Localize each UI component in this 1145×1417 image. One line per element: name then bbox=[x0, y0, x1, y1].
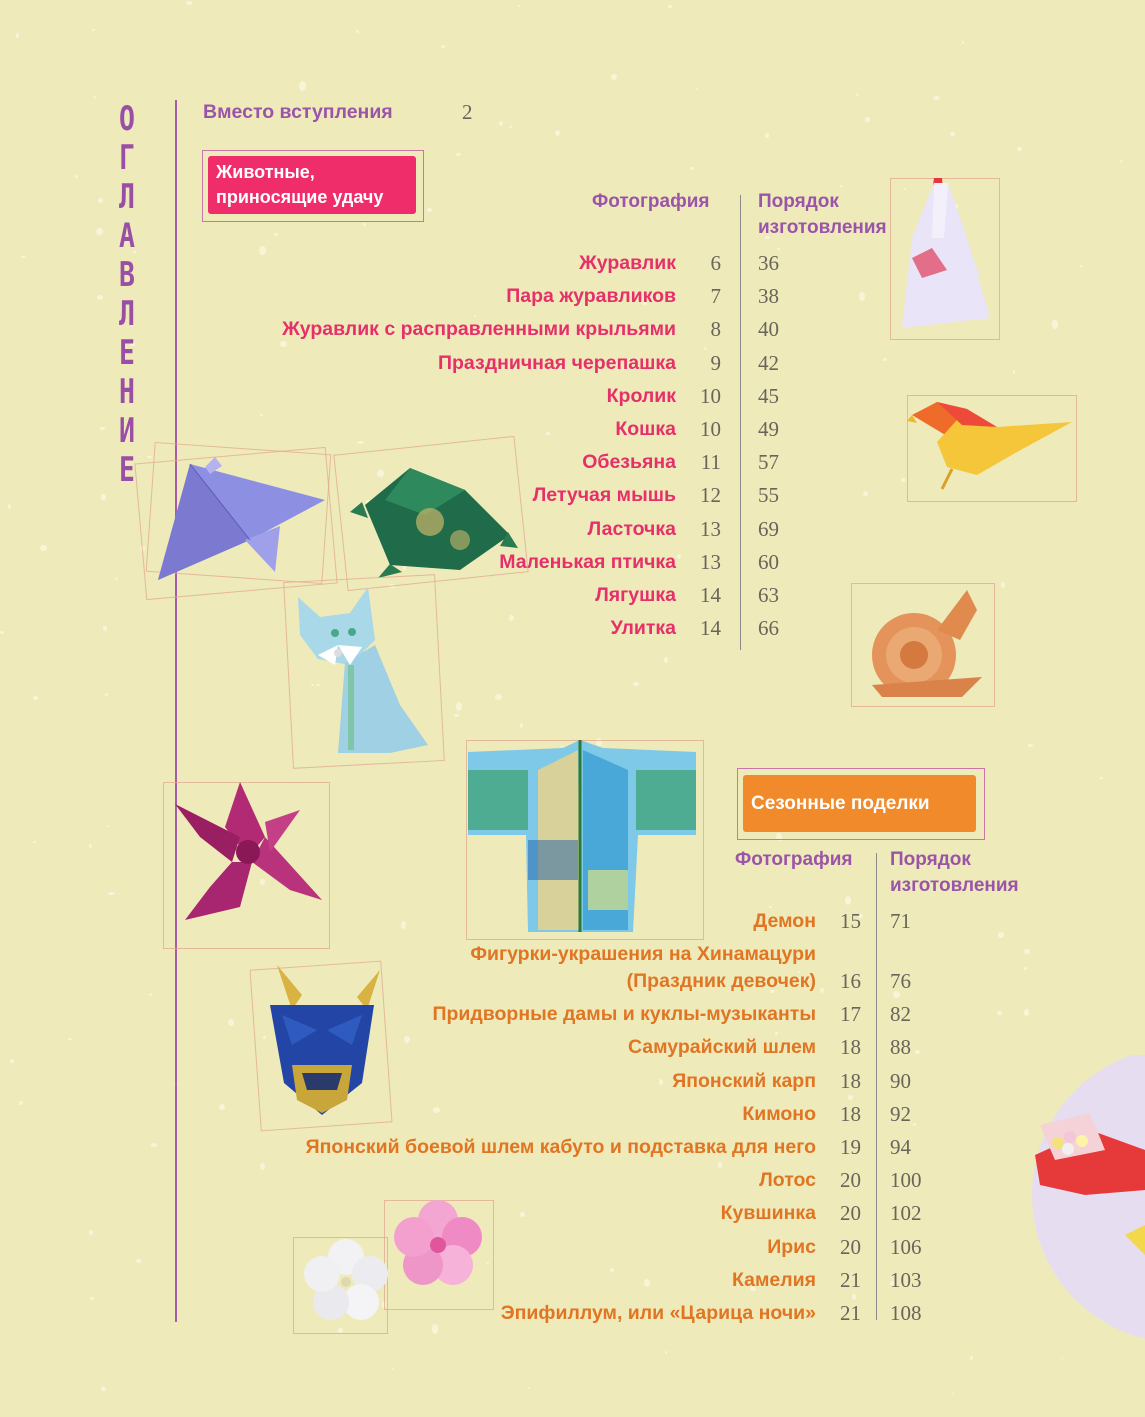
order-page-number: 49 bbox=[758, 417, 779, 441]
toc-entry[interactable]: Ирис bbox=[767, 1236, 816, 1258]
order-page-number: 57 bbox=[758, 450, 779, 475]
paper-speck bbox=[659, 1079, 664, 1085]
paper-speck bbox=[75, 175, 78, 178]
intro-label[interactable]: Вместо вступления bbox=[203, 101, 393, 123]
title-letter: Г bbox=[119, 138, 135, 178]
photo-page-number: 13 bbox=[700, 516, 721, 541]
order-page-number: 100 bbox=[890, 1168, 922, 1192]
photo-page-number: 18 bbox=[840, 1102, 861, 1126]
paper-speck bbox=[769, 906, 771, 908]
paper-speck bbox=[96, 228, 102, 235]
photo-page-number: 13 bbox=[700, 549, 721, 574]
toc-entry[interactable]: Самурайский шлем bbox=[627, 1036, 816, 1058]
title-letter: Е bbox=[119, 333, 135, 373]
paper-speck bbox=[1080, 265, 1083, 267]
paper-speck bbox=[1099, 777, 1103, 779]
paper-speck bbox=[509, 126, 512, 128]
toc-entry[interactable]: Камелия bbox=[731, 1269, 816, 1291]
paper-speck bbox=[89, 1230, 93, 1234]
paper-speck bbox=[149, 993, 152, 997]
title-letter: Л bbox=[119, 294, 135, 334]
intro-page: 2 bbox=[462, 100, 473, 124]
photo-page-number: 14 bbox=[700, 583, 721, 607]
paper-speck bbox=[1024, 949, 1029, 954]
paper-speck bbox=[951, 1393, 954, 1394]
photo-page-number: 10 bbox=[700, 417, 721, 441]
photo-page-number: 8 bbox=[710, 317, 721, 342]
photo-page-number: 15 bbox=[840, 909, 861, 933]
paper-speck bbox=[40, 545, 47, 552]
paper-speck bbox=[90, 1297, 94, 1300]
order-page-number: 102 bbox=[890, 1201, 922, 1225]
paper-speck bbox=[499, 121, 503, 127]
toc-entry[interactable]: Обезьяна bbox=[582, 451, 676, 474]
paper-speck bbox=[1013, 370, 1016, 373]
section1-badge bbox=[208, 156, 416, 214]
toc-entry[interactable]: Японский боевой шлем кабуто и подставка для него bbox=[305, 1136, 816, 1158]
toc-entry[interactable]: Летучая мышь bbox=[532, 484, 676, 507]
paper-speck bbox=[404, 1036, 410, 1044]
toc-entry-line2[interactable]: (Праздник девочек) bbox=[626, 970, 816, 992]
toc-entry[interactable]: Праздничная черепашка bbox=[438, 351, 676, 374]
section1-title: Животные, приносящие удачу bbox=[216, 162, 384, 207]
paper-speck bbox=[427, 208, 431, 212]
paper-speck bbox=[33, 841, 36, 843]
section2-badge bbox=[743, 775, 976, 832]
toc-entry[interactable]: Лотос bbox=[759, 1169, 816, 1191]
paper-speck bbox=[528, 1387, 530, 1389]
order-page-number: 92 bbox=[890, 1102, 911, 1126]
toc-entry[interactable]: Придворные дамы и куклы-музыканты bbox=[432, 1003, 816, 1025]
kimono-photo bbox=[468, 740, 698, 935]
paper-speck bbox=[848, 1095, 853, 1100]
paper-speck bbox=[98, 198, 103, 202]
paper-speck bbox=[518, 5, 520, 7]
paper-speck bbox=[101, 1387, 106, 1392]
toc-entry[interactable]: Кимоно bbox=[742, 1103, 816, 1125]
photo-page-number: 18 bbox=[840, 1035, 861, 1059]
paper-speck bbox=[103, 626, 107, 630]
order-page-number: 76 bbox=[890, 969, 911, 993]
paper-speck bbox=[509, 615, 513, 621]
candy-box-photo bbox=[1030, 1055, 1145, 1347]
paper-speck bbox=[520, 1212, 525, 1217]
paper-speck bbox=[136, 1259, 141, 1263]
photo-page-number: 20 bbox=[840, 1168, 861, 1192]
paper-speck bbox=[433, 1107, 439, 1113]
toc-entry[interactable]: Журавлик с расправленными крыльями bbox=[282, 318, 676, 341]
order-page-number: 63 bbox=[758, 583, 779, 607]
paper-speck bbox=[401, 921, 407, 929]
paper-speck bbox=[441, 45, 445, 48]
paper-speck bbox=[274, 233, 278, 236]
photo-page-number: 18 bbox=[840, 1069, 861, 1093]
toc-entry[interactable]: Эпифиллум, или «Царица ночи» bbox=[500, 1302, 816, 1324]
section1-photo-header: Фотография bbox=[592, 191, 710, 212]
paper-speck bbox=[105, 693, 108, 696]
paper-speck bbox=[718, 1161, 723, 1168]
photo-page-number: 7 bbox=[710, 284, 721, 309]
paper-speck bbox=[704, 347, 706, 350]
paper-speck bbox=[357, 441, 364, 444]
toc-entry[interactable]: Пара журавликов bbox=[506, 285, 676, 308]
paper-speck bbox=[107, 825, 109, 827]
photo-page-number: 21 bbox=[840, 1268, 861, 1292]
paper-speck bbox=[690, 167, 693, 170]
title-letter: Л bbox=[119, 177, 135, 217]
section2-title: Сезонные поделки bbox=[751, 793, 930, 814]
paper-speck bbox=[108, 892, 115, 895]
order-page-number: 55 bbox=[758, 483, 779, 508]
toc-entry[interactable]: Демон bbox=[753, 910, 816, 932]
paper-speck bbox=[775, 1032, 778, 1035]
paper-speck bbox=[998, 932, 1005, 937]
paper-speck bbox=[1001, 582, 1005, 588]
paper-speck bbox=[456, 153, 461, 156]
paper-speck bbox=[665, 1351, 668, 1354]
paper-speck bbox=[0, 631, 4, 634]
paper-speck bbox=[840, 185, 843, 187]
paper-speck bbox=[970, 1356, 973, 1360]
paper-speck bbox=[219, 1104, 224, 1110]
order-page-number: 69 bbox=[758, 516, 779, 541]
photo-page-number: 6 bbox=[710, 251, 721, 275]
photo-page-number: 12 bbox=[700, 483, 721, 508]
paper-speck bbox=[859, 292, 865, 301]
paper-speck bbox=[777, 248, 781, 250]
paper-speck bbox=[865, 117, 869, 122]
paper-speck bbox=[89, 844, 93, 848]
paper-speck bbox=[94, 96, 96, 99]
order-page-number: 94 bbox=[890, 1135, 911, 1159]
paper-speck bbox=[610, 1268, 614, 1272]
bird-photo bbox=[907, 397, 1075, 497]
snail-photo bbox=[852, 585, 992, 703]
paper-speck bbox=[68, 1038, 72, 1040]
paper-speck bbox=[21, 256, 26, 259]
paper-speck bbox=[151, 1143, 157, 1147]
frog-photo bbox=[350, 460, 520, 580]
toc-entry-line1[interactable]: Фигурки-украшения на Хинамацури bbox=[470, 943, 816, 965]
paper-speck bbox=[260, 1163, 265, 1170]
title-letter: В bbox=[119, 255, 135, 295]
order-page-number: 66 bbox=[758, 616, 779, 641]
toc-entry[interactable]: Улитка bbox=[610, 617, 676, 640]
section2-photo-header: Фотография bbox=[735, 849, 853, 870]
paper-speck bbox=[115, 578, 118, 580]
paper-speck bbox=[997, 1011, 1002, 1015]
paper-speck bbox=[933, 96, 940, 100]
flowers-photo bbox=[298, 1200, 498, 1332]
demon-mask-photo bbox=[262, 965, 382, 1120]
rabbit-photo bbox=[892, 178, 1000, 333]
photo-page-number: 11 bbox=[700, 450, 721, 475]
order-page-number: 60 bbox=[758, 549, 779, 574]
paper-speck bbox=[950, 132, 955, 137]
paper-speck bbox=[820, 988, 824, 993]
paper-speck bbox=[915, 1050, 920, 1054]
toc-entry[interactable]: Лягушка bbox=[595, 584, 676, 606]
photo-page-number: 16 bbox=[840, 969, 861, 993]
paper-speck bbox=[186, 1, 192, 5]
order-page-number: 38 bbox=[758, 284, 779, 309]
section1-column-divider bbox=[740, 195, 741, 650]
paper-speck bbox=[363, 223, 366, 226]
title-letter: О bbox=[119, 99, 135, 139]
toc-entry[interactable]: Ласточка bbox=[587, 517, 676, 540]
title-letter: Н bbox=[119, 372, 135, 412]
title-letter: И bbox=[119, 411, 135, 451]
paper-speck bbox=[845, 896, 852, 905]
page-title bbox=[112, 100, 142, 490]
toc-entry[interactable]: Маленькая птичка bbox=[499, 550, 676, 573]
lily-photo bbox=[170, 782, 325, 922]
cat-photo bbox=[290, 585, 440, 755]
paper-speck bbox=[611, 74, 617, 81]
paper-speck bbox=[260, 414, 262, 416]
paper-speck bbox=[668, 5, 672, 8]
paper-speck bbox=[852, 1294, 856, 1300]
paper-speck bbox=[677, 554, 681, 559]
photo-page-number: 19 bbox=[840, 1135, 861, 1159]
paper-speck bbox=[97, 295, 103, 300]
paper-speck bbox=[883, 358, 887, 361]
toc-entry[interactable]: Японский карп bbox=[672, 1070, 816, 1092]
order-page-number: 40 bbox=[758, 317, 779, 342]
paper-speck bbox=[356, 30, 359, 33]
paper-speck bbox=[1024, 967, 1028, 970]
order-page-number: 36 bbox=[758, 251, 779, 275]
title-letter: Е bbox=[119, 450, 135, 490]
paper-speck bbox=[765, 133, 769, 138]
paper-speck bbox=[228, 1019, 234, 1026]
paper-speck bbox=[1052, 320, 1059, 329]
order-page-number: 88 bbox=[890, 1035, 911, 1059]
toc-entry[interactable]: Кролик bbox=[606, 384, 676, 407]
paper-speck bbox=[392, 1368, 394, 1370]
paper-speck bbox=[696, 88, 698, 90]
paper-speck bbox=[1120, 160, 1122, 163]
paper-speck bbox=[33, 696, 39, 701]
paper-speck bbox=[1061, 1358, 1064, 1360]
paper-speck bbox=[19, 1101, 23, 1105]
paper-speck bbox=[495, 694, 502, 700]
photo-page-number: 17 bbox=[840, 1002, 861, 1026]
paper-speck bbox=[520, 723, 524, 728]
order-page-number: 106 bbox=[890, 1235, 922, 1259]
photo-page-number: 9 bbox=[710, 350, 721, 375]
paper-speck bbox=[280, 341, 286, 346]
toc-entry[interactable]: Журавлик bbox=[579, 252, 676, 274]
paper-speck bbox=[546, 432, 550, 435]
paper-speck bbox=[633, 682, 638, 686]
paper-speck bbox=[664, 657, 668, 663]
order-page-number: 82 bbox=[890, 1002, 911, 1026]
paper-speck bbox=[856, 93, 859, 95]
paper-speck bbox=[901, 478, 906, 482]
paper-speck bbox=[454, 714, 458, 717]
section2-column-divider bbox=[876, 853, 877, 1320]
photo-page-number: 10 bbox=[700, 383, 721, 408]
order-page-number: 108 bbox=[890, 1301, 922, 1325]
section2-order-header: Порядок изготовления bbox=[890, 849, 1019, 896]
order-page-number: 45 bbox=[758, 383, 779, 408]
paper-speck bbox=[299, 81, 306, 91]
paper-speck bbox=[863, 491, 868, 496]
paper-speck bbox=[913, 1123, 916, 1126]
section1-order-header: Порядок изготовления bbox=[758, 191, 887, 238]
paper-speck bbox=[101, 494, 106, 501]
order-page-number: 103 bbox=[890, 1268, 922, 1292]
toc-entry[interactable]: Кошка bbox=[615, 418, 676, 440]
order-page-number: 42 bbox=[758, 350, 779, 375]
paper-speck bbox=[474, 315, 477, 318]
paper-speck bbox=[92, 29, 95, 31]
title-divider bbox=[175, 100, 177, 1322]
paper-speck bbox=[1017, 147, 1021, 152]
paper-speck bbox=[644, 1279, 650, 1287]
order-page-number: 71 bbox=[890, 909, 911, 933]
photo-page-number: 14 bbox=[700, 616, 721, 641]
title-letter: А bbox=[119, 216, 135, 256]
photo-page-number: 20 bbox=[840, 1235, 861, 1259]
paper-speck bbox=[456, 702, 462, 711]
photo-page-number: 21 bbox=[840, 1301, 861, 1325]
paper-speck bbox=[16, 33, 19, 38]
bat-photo bbox=[150, 452, 330, 582]
paper-speck bbox=[555, 130, 560, 136]
photo-page-number: 20 bbox=[840, 1201, 861, 1225]
paper-speck bbox=[259, 246, 266, 256]
paper-speck bbox=[1024, 1009, 1029, 1015]
paper-speck bbox=[100, 427, 105, 430]
paper-speck bbox=[8, 504, 11, 509]
order-page-number: 90 bbox=[890, 1069, 911, 1093]
paper-speck bbox=[10, 1059, 14, 1063]
paper-speck bbox=[1028, 744, 1033, 747]
paper-speck bbox=[962, 41, 965, 44]
toc-entry[interactable]: Кувшинка bbox=[720, 1202, 816, 1224]
